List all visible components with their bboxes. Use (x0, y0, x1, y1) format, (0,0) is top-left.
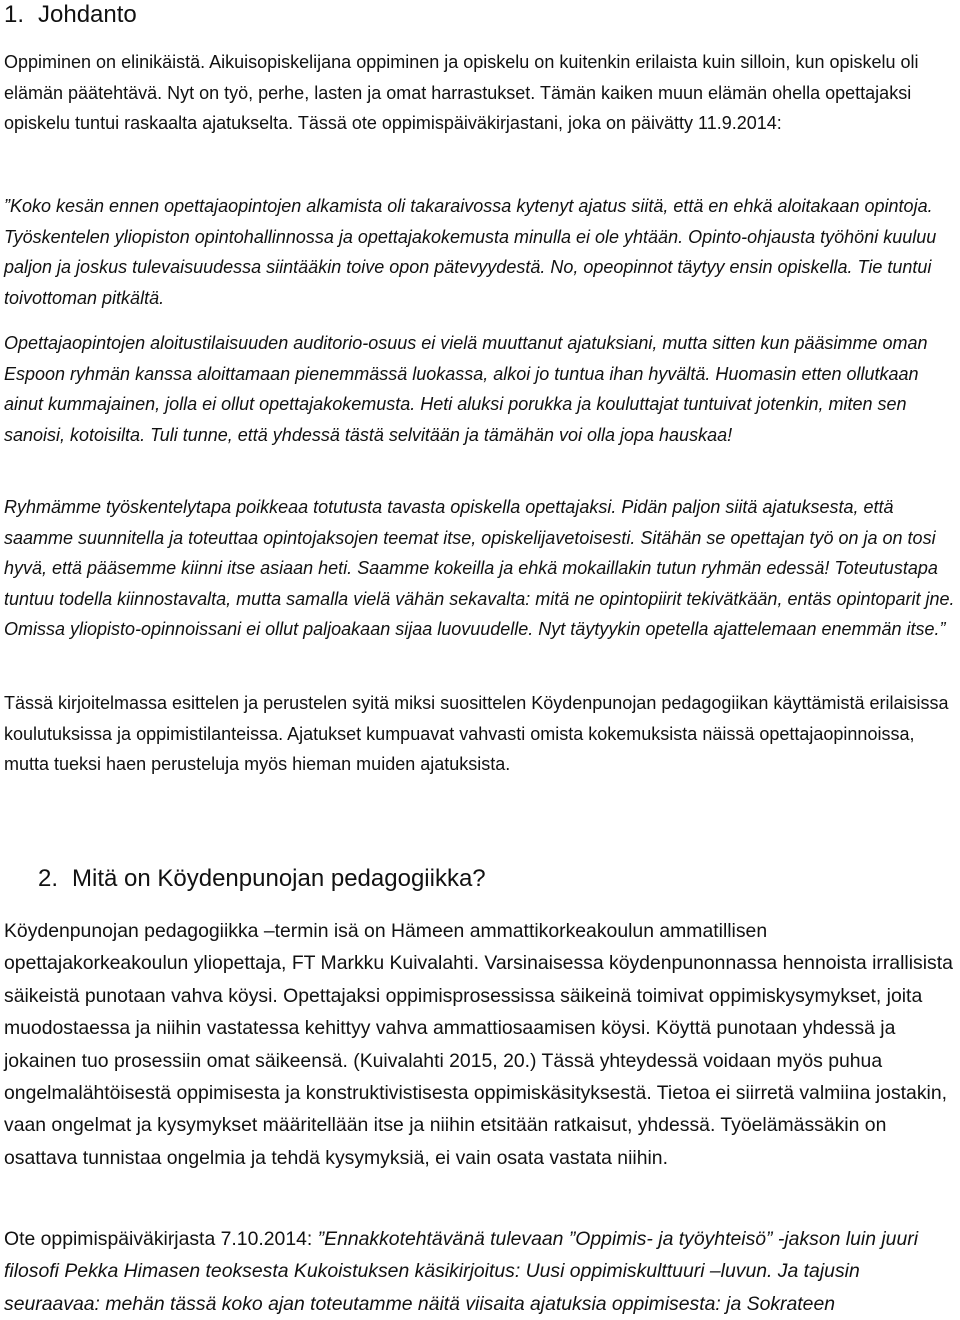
essay-purpose-paragraph: Tässä kirjoitelmassa esittelen ja perustelen syitä miksi suosittelen Köydenpunojan pedagogiikan käyttämistä erilaisissa koulutuksissa ja oppimistilanteissa. Ajatukset kumpuavat vahvasti omista kokemuksista näissä opettajaopinnoissa, mutta tueksi haen perusteluja myös hieman muiden ajatuksista. (4, 693, 949, 775)
section-2-heading (38, 864, 486, 894)
diary-excerpt-lead: Ote oppimispäiväkirjasta 7.10.2014: (4, 1228, 318, 1250)
diary-quote-paragraph-2: Opettajaopintojen aloitustilaisuuden auditorio-osuus ei vielä muuttanut ajatuksiani, mutta sitten kun pääsimme oman Espoon ryhmän kanssa aloittamaan pienemmässä luokassa, alkoi jo tuntua ihan hyvältä. Huomasin etten ollutkaan ainut kummajainen, jolla ei ollut opettajakokemusta. Heti aluksi porukka ja kouluttajat tuntuivat jotenkin, miten sen sanoisi, kotoisilta. Tuli tunne, että yhdessä tästä selvitään ja tämähän voi olla jopa hauskaa! (4, 333, 928, 445)
diary-excerpt-paragraph (4, 1223, 956, 1320)
pedagogy-definition-paragraph: Köydenpunojan pedagogiikka –termin isä on Hämeen ammattikorkeakoulun ammatillisen opettajakorkeakoulun yliopettaja, FT Markku Kuivalahti. Varsinaisessa köydenpunonnassa hennoista irrallisista säikeistä punotaan vahva köysi. Opettajaksi oppimisprosessissa säikeinä toimivat oppimiskysymykset, joita muodostaessa ja niihin vastatessa kehittyy vahva ammattiosaamisen köysi. Köyttä punotaan yhdessä ja jokainen tuo prosessiin omat säikeensä. (Kuivalahti 2015, 20.) Tässä yhteydessä voidaan myös puhua ongelmalähtöisestä oppimisesta ja konstruktivistisesta oppimiskäsityksestä. Tietoa ei siirretä valmiina jostakin, vaan ongelmat ja kysymykset määritellään itse ja niihin etsitään ratkaisut, yhdessä. Työelämässäkin on osattava tunnistaa ongelmia ja tehdä kysymyksiä, ei vain osata vastata niihin. (4, 920, 953, 1169)
intro-paragraph: Oppiminen on elinikäistä. Aikuisopiskelijana oppiminen ja opiskelu on kuitenkin erilaista kuin silloin, kun opiskelu oli elämän päätehtävä. Nyt on työ, perhe, lasten ja omat harrastukset. Tämän kaiken muun elämän ohella opettajaksi opiskelu tuntui raskaalta ajatukselta. Tässä ote oppimispäiväkirjastani, joka on päivätty 11.9.2014: (4, 52, 919, 134)
diary-excerpt-quote: ”Ennakkotehtävänä tulevaan ”Oppimis- ja työyhteisö” -jakson luin juuri filosofi Pekka Himasen teoksesta Kukoistuksen käsikirjoitus: Uusi oppimiskulttuuri –luvun. Ja tajusin seuraavaa: mehän tässä koko ajan toteutamme näitä viisaita ajatuksia oppimisesta: ja Sokrateen (4, 1228, 919, 1315)
section-1-number: 1. (4, 1, 25, 28)
section-1-heading (4, 0, 137, 30)
section-2-title: Mitä on Köydenpunojan pedagogiikka? (72, 865, 486, 892)
section-1-title: Johdanto (38, 1, 137, 28)
diary-quote-paragraph-1: ”Koko kesän ennen opettajaopintojen alkamista oli takaraivossa kytenyt ajatus siitä, että en ehkä aloitakaan opintoja. Työskentelen yliopiston opintohallinnossa ja opettajakokemusta minulla ei ole yhtään. Opinto-ohjausta työhöni kuuluu paljon ja joskus tulevaisuudessa siintääkin toive opon pätevyydestä. No, opeopinnot täytyy ensin opiskella. Tie tuntui toivottoman pitkältä. (4, 196, 937, 308)
section-2-number: 2. (38, 865, 59, 892)
diary-quote-paragraph-3: Ryhmämme työskentelytapa poikkeaa totutusta tavasta opiskella opettajaksi. Pidän paljon siitä ajatuksesta, että saamme suunnitella ja toteuttaa opintojaksojen teemat itse, opiskelijavetoisesti. Sitähän se opettajan työ on ja on tosi hyvä, että pääsemme kiinni itse asiaan heti. Saamme kokeilla ja ehkä mokaillakin tutun ryhmän edessä! Toteutustapa tuntuu todella kiinnostavalta, mutta samalla vielä vähän sekavalta: mitä ne opintopiirit tekivätkään, entäs opintoparit jne. Omissa yliopisto-opinnoissani ei ollut paljoakaan sijaa luovuudelle. Nyt täytyykin opetella ajattelemaan enemmän itse.” (4, 497, 955, 640)
